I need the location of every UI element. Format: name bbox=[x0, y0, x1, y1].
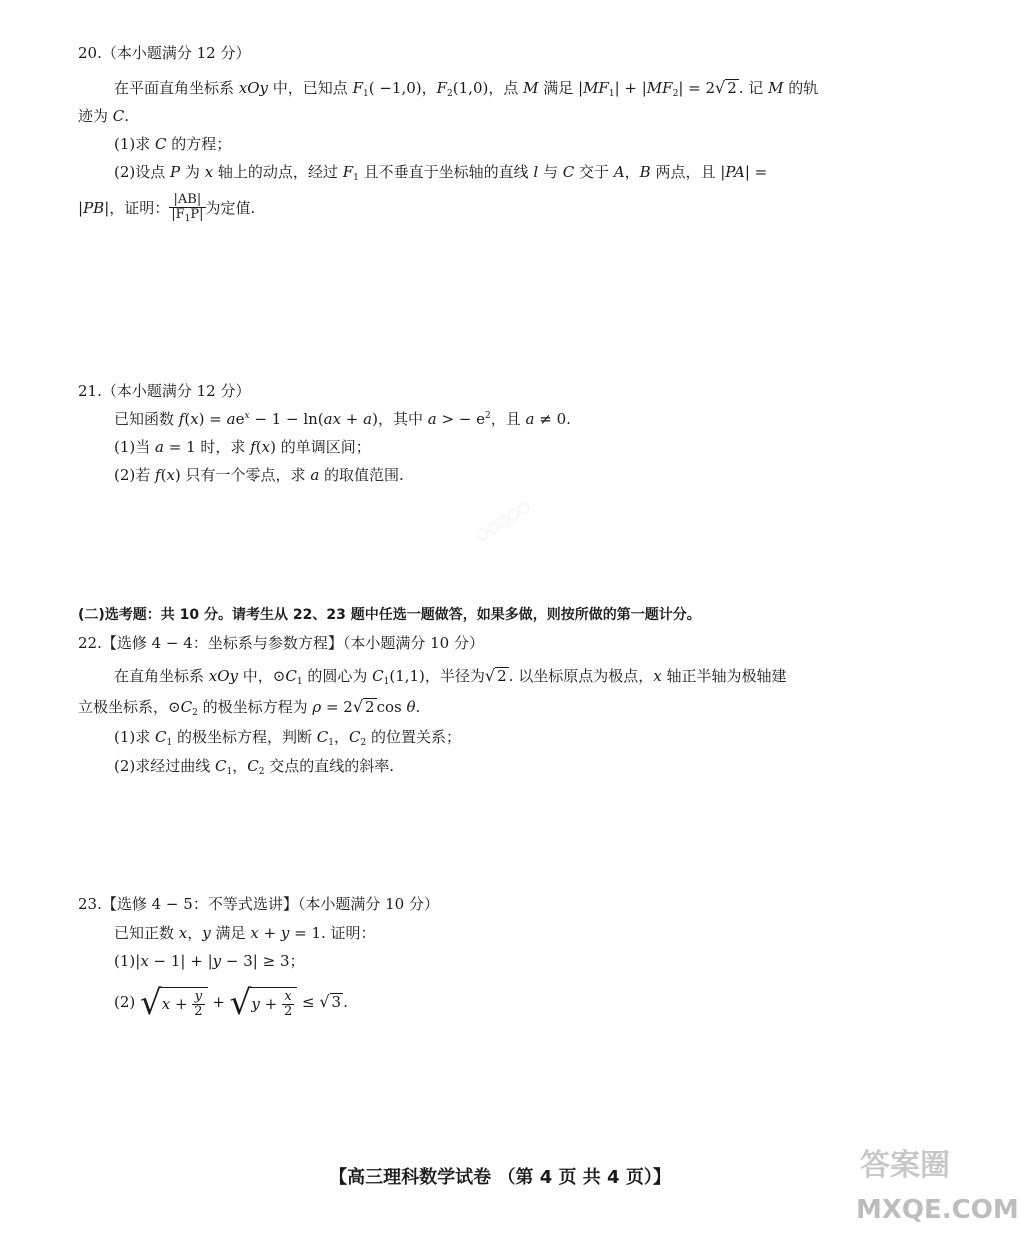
q20-line2: 迹为 C. bbox=[78, 107, 130, 125]
q21-line1: 已知函数 $f(x) = ae^x - 1 - \ln(ax + a)$，其中 a > − $e^2$，且 a ≠ 0. bbox=[114, 410, 571, 428]
watermark-logo: 答案圈 bbox=[860, 1148, 950, 1183]
q20-line1: 在平面直角坐标系 xOy 中，已知点 $F_1( -1,0)$，$F_2(1,0)$，点 M 满足 $|MF_1| + |MF_2| = 2√$ 2 . 记 M 的轨 bbox=[114, 78, 819, 99]
q20-part2-cont: |PB|，证明： $\frac{|AB|}{|F_1P|}$ 为定值. bbox=[78, 192, 256, 225]
q21-part2: (2)若 f(x) 只有一个零点，求 a 的取值范围. bbox=[114, 466, 404, 484]
q20-part2: (2)设点 P 为 x 轴上的动点，经过 $F_1$ 且不垂直于坐标轴的直线 l 与 C 交于 A，B 两点，且 |PA| = bbox=[114, 163, 768, 183]
page-footer: 【高三理科数学试卷 （第 4 页 共 4 页）】 bbox=[329, 1167, 671, 1188]
q22-line1: 在直角坐标系 xOy 中，$⊙C_1$ 的圆心为 $C_1(1,1)$，半径为√ 2 . 以坐标原点为极点，x 轴正半轴为极轴建 bbox=[114, 666, 787, 687]
section-optional-heading: (二)选考题：共 10 分。请考生从 22、23 题中任选一题做答，如果多做，则按所做的第一题计分。 bbox=[78, 607, 701, 623]
sqrt-expression-1: √x + $\frac{y}{2}$ bbox=[140, 983, 208, 1023]
q23-part2: (2) √x + $\frac{y}{2}$ + √y + $\frac{x}{2}$ ≤ √ 3 . bbox=[114, 983, 348, 1023]
q23-line1: 已知正数 x，y 满足 x + y = 1. 证明： bbox=[114, 924, 376, 942]
q23-header: 23.【选修 4 − 5：不等式选讲】（本小题满分 10 分） bbox=[78, 895, 439, 913]
watermark-site: MXQE.COM bbox=[856, 1195, 1019, 1225]
faint-stamp: 〇〇〇〇〇 bbox=[474, 500, 533, 544]
q21-header: 21.（本小题满分 12 分） bbox=[78, 382, 251, 400]
q22-part1: (1)求 $C_1$ 的极坐标方程，判断 $C_1$，$C_2$ 的位置关系； bbox=[114, 728, 462, 748]
sqrt-expression-2: √y + $\frac{x}{2}$ bbox=[230, 983, 298, 1023]
q21-part1: (1)当 a = 1 时，求 f(x) 的单调区间； bbox=[114, 438, 371, 456]
ratio-fraction: $\frac{|AB|}{|F_1P|}$ bbox=[171, 192, 204, 225]
q22-part2: (2)求经过曲线 $C_1$，$C_2$ 交点的直线的斜率. bbox=[114, 757, 395, 777]
q20-part1: (1)求 C 的方程； bbox=[114, 135, 232, 153]
q22-header: 22.【选修 4 − 4：坐标系与参数方程】（本小题满分 10 分） bbox=[78, 634, 484, 652]
q23-part1: (1)|x − 1| + |y − 3| ≥ 3； bbox=[114, 952, 305, 970]
q22-line2: 立极坐标系，$⊙C_2$ 的极坐标方程为 ρ = 2√ 2 cos θ. bbox=[78, 697, 421, 718]
q20-header: 20.（本小题满分 12 分） bbox=[78, 44, 251, 62]
